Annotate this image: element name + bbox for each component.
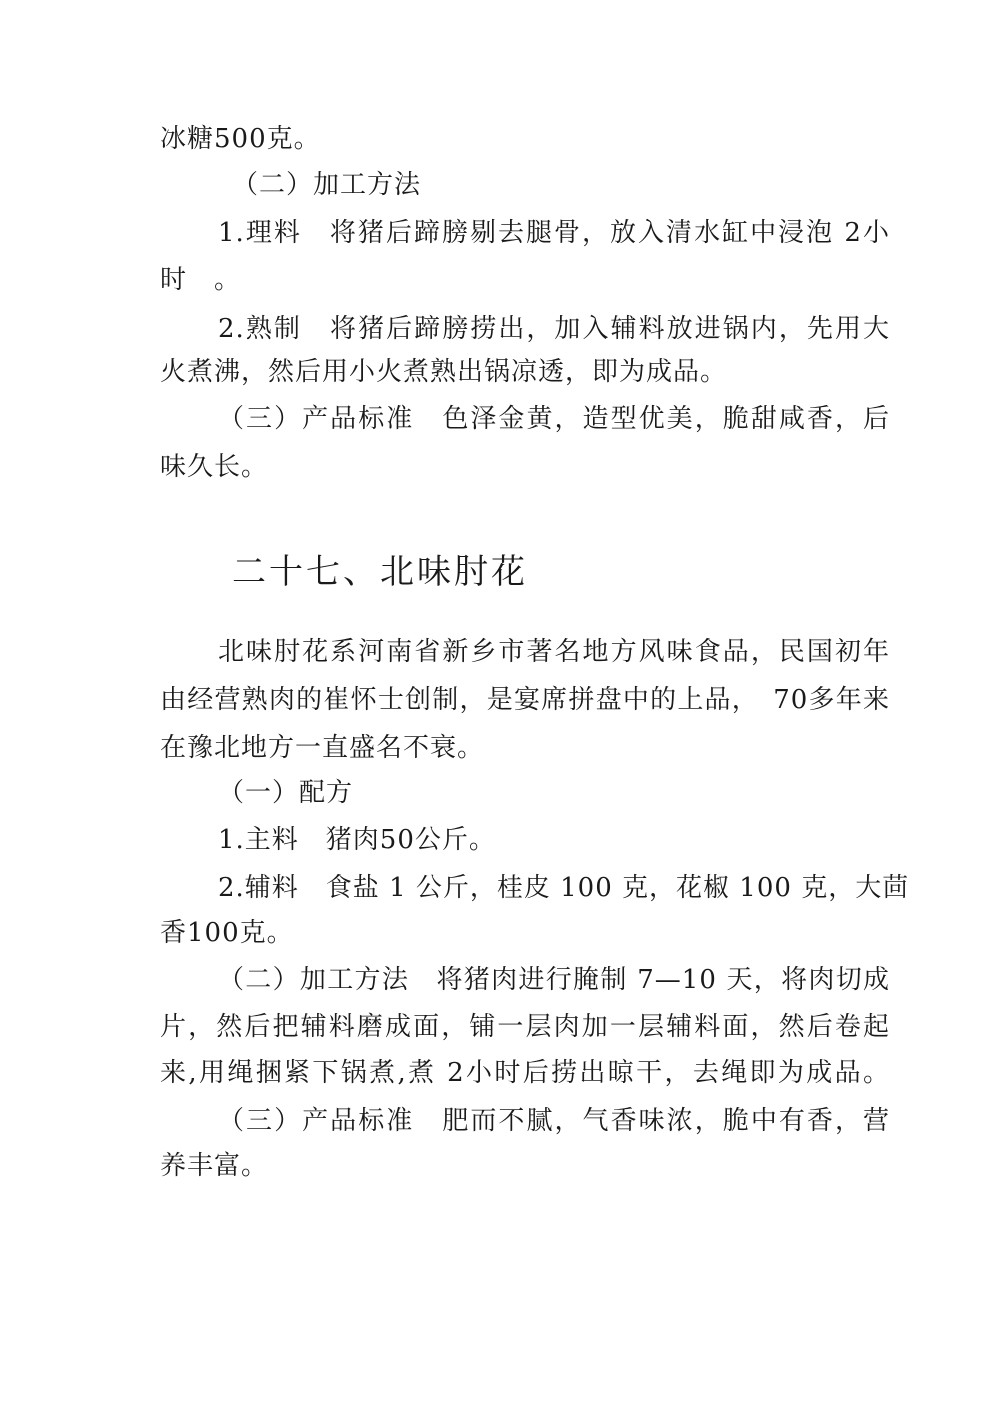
text-line-main-ingredient: 1.主料 猪肉50公斤。 (218, 825, 496, 855)
text-line-auxiliary-ingredient: 2.辅料 食盐 1 公斤，桂皮 100 克，花椒 100 克，大茴 (218, 873, 910, 903)
section-title: 二十七、北味肘花 (232, 552, 528, 592)
subheading-recipe: （一）配方 (218, 778, 354, 808)
text-line-intro-1: 北味肘花系河南省新乡市著名地方风味食品，民国初年 (218, 637, 890, 667)
text-line-step2-cont: 火煮沸，然后用小火煮熟出锅凉透，即为成品。 (160, 357, 728, 387)
text-line-standard-2: 养丰富。 (160, 1151, 269, 1181)
text-line-method-2: 片，然后把辅料磨成面，铺一层肉加一层辅料面，然后卷起 (160, 1012, 890, 1042)
text-line-product-standard: （三）产品标准 色泽金黄，造型优美，脆甜咸香，后 (218, 404, 890, 434)
text-line-intro-2: 由经营熟肉的崔怀士创制，是宴席拼盘中的上品， 70多年来 (160, 685, 890, 715)
text-line-intro-3: 在豫北地方一直盛名不衰。 (160, 733, 485, 763)
text-line-auxiliary-ingredient-cont: 香100克。 (160, 918, 294, 948)
text-line-method-3: 来,用绳捆紧下锅煮,煮 2小时后捞出晾干，去绳即为成品。 (160, 1058, 890, 1088)
text-line-method-1: （二）加工方法 将猪肉进行腌制 7—10 天，将肉切成 (218, 965, 890, 995)
text-line-step1: 1.理料 将猪后蹄膀剔去腿骨，放入清水缸中浸泡 2小 (218, 218, 890, 248)
text-line-step1-cont: 时 。 (160, 265, 242, 295)
text-line-step2: 2.熟制 将猪后蹄膀捞出，加入辅料放进锅内，先用大 (218, 314, 890, 344)
text-line-standard-1: （三）产品标准 肥而不腻，气香味浓，脆中有香，营 (218, 1106, 890, 1136)
subheading-processing-method: （二）加工方法 (232, 170, 422, 200)
text-line-ingredient-end: 冰糖500克。 (160, 124, 321, 154)
text-line-product-standard-cont: 味久长。 (160, 452, 269, 482)
